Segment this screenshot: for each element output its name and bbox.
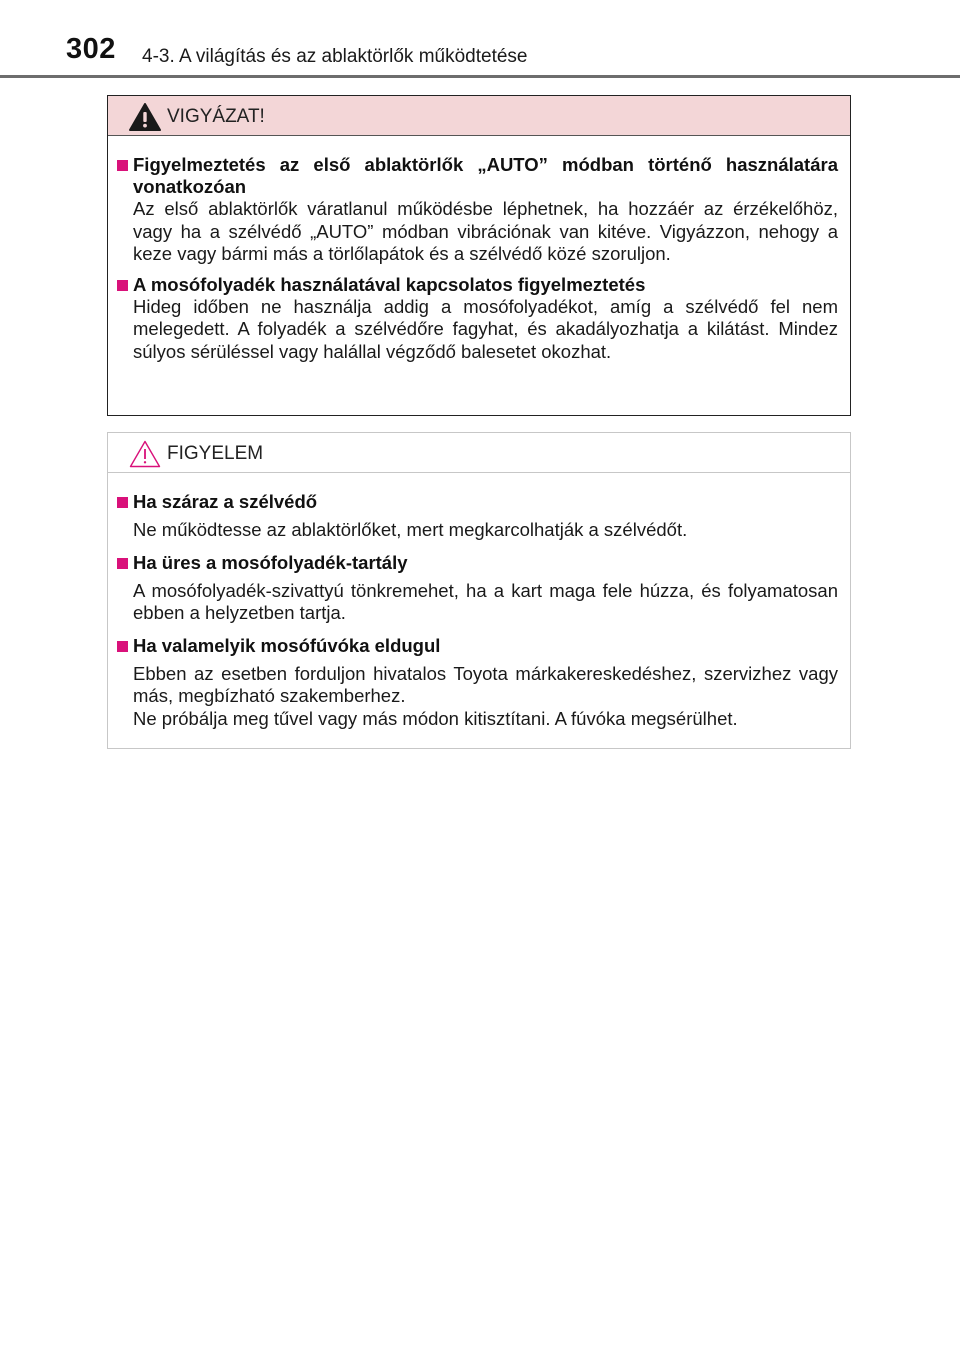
notice-item-heading-text: Ha valamelyik mosófúvóka eldugul	[133, 634, 441, 656]
square-bullet-icon	[117, 641, 128, 652]
notice-item-text: Ebben az esetben forduljon hivatalos Toyota márkakereskedéshez, szervizhez vagy más, megbízható szakemberhez.	[133, 662, 838, 706]
notice-box-header	[108, 433, 850, 473]
notice-box-title: FIGYELEM	[167, 443, 264, 464]
notice-item	[117, 491, 838, 542]
warning-box-body	[108, 136, 850, 363]
warning-item-heading-text: A mosófolyadék használatával kapcsolatos figyelmeztetés	[133, 273, 646, 295]
section-title: 4-3. A világítás és az ablaktörlők működtetése	[142, 46, 528, 67]
square-bullet-icon	[117, 160, 128, 171]
notice-item-text-2: Ne próbálja meg tűvel vagy más módon kitisztítani. A fúvóka megsérülhet.	[133, 707, 738, 729]
notice-item-text: Ne működtesse az ablaktörlőket, mert megkarcolhatják a szélvédőt.	[133, 519, 688, 540]
page-header	[0, 0, 960, 78]
notice-item-heading-text: Ha száraz a szélvédő	[133, 491, 318, 512]
notice-item-heading	[117, 491, 838, 513]
notice-box-body	[108, 473, 850, 730]
notice-item	[117, 552, 838, 625]
notice-item	[117, 635, 838, 731]
warning-item-text: Az első ablaktörlők váratlanul működésbe léphetnek, ha hozzáér az érzékelőhöz, vagy ha a szélvédő „AUTO” módban vibrációnak van kitéve. Vigyázzon, nehogy a keze vagy bármi más a törlőlapátok és a szélvédő közé szoruljon.	[133, 198, 838, 264]
notice-item-heading	[117, 635, 838, 657]
warning-item-heading	[117, 274, 838, 296]
warning-item	[117, 274, 838, 364]
warning-box-header	[108, 96, 850, 136]
notice-item-heading-text: Ha üres a mosófolyadék-tartály	[133, 551, 408, 573]
warning-item-heading	[117, 154, 838, 198]
warning-item-text: Hideg időben ne használja addig a mosófolyadékot, amíg a szélvédő fel nem melegedett. A folyadék a szélvédőre fagyhat, és akadályozhatja a kilátást. Mindez súlyos sérüléssel vagy halállal végződő balesetet okozhat.	[133, 295, 838, 362]
warning-box	[107, 95, 851, 416]
notice-item-heading	[117, 552, 838, 574]
square-bullet-icon	[117, 280, 128, 291]
caution-triangle-outline-icon	[128, 439, 162, 469]
square-bullet-icon	[117, 558, 128, 569]
warning-item-heading-text: Figyelmeztetés az első ablaktörlők „AUTO” módban történő használatára vonatkozóan	[133, 154, 838, 197]
warning-triangle-icon	[128, 102, 162, 132]
page-number: 302	[66, 33, 116, 65]
notice-item-text: A mosófolyadék-szivattyú tönkremehet, ha a kart maga fele húzza, és folyamatosan ebben a helyzetben tartja.	[133, 579, 838, 623]
warning-box-title: VIGYÁZAT!	[167, 106, 265, 127]
notice-box	[107, 432, 851, 749]
warning-item	[117, 154, 838, 266]
header-divider	[0, 75, 960, 78]
square-bullet-icon	[117, 497, 128, 508]
